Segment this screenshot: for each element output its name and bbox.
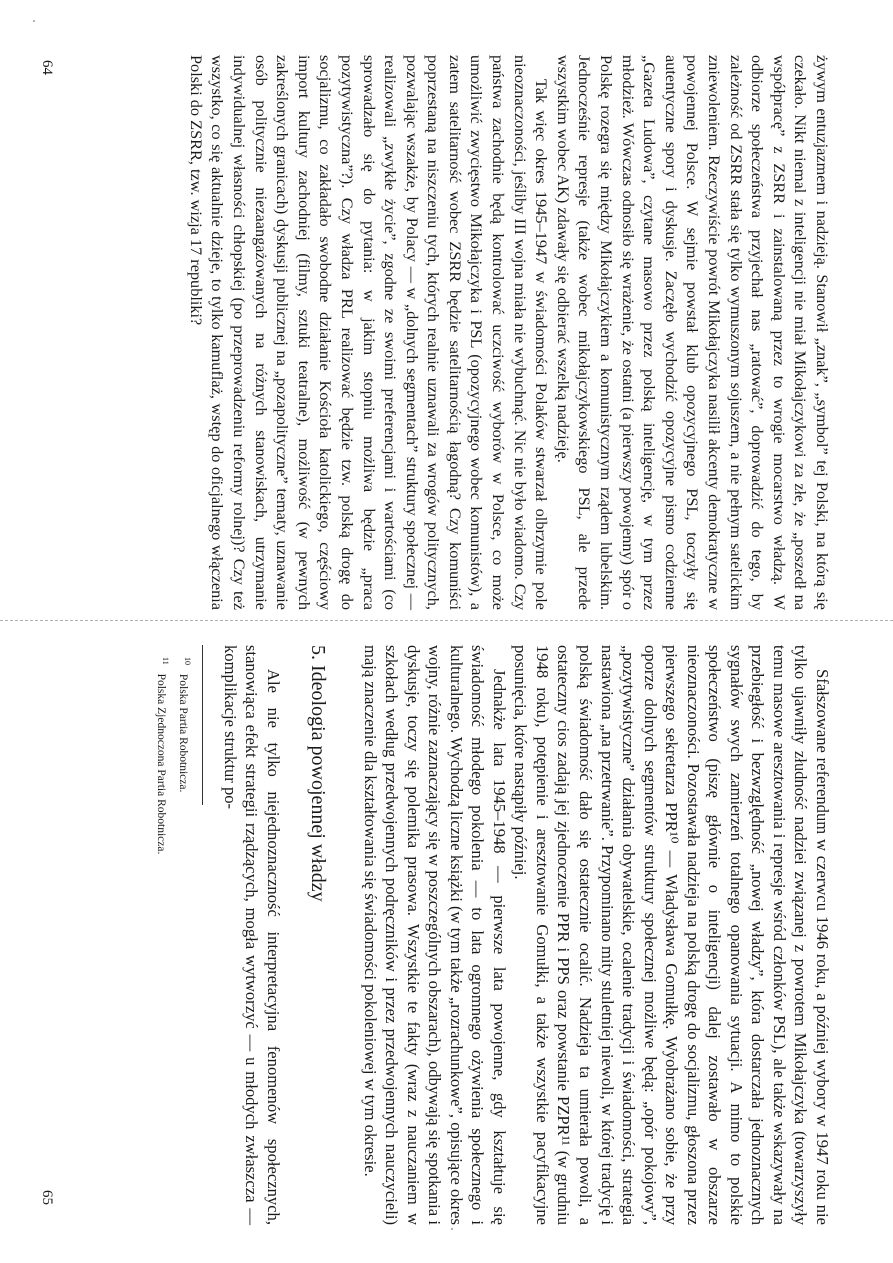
footnote-divider (202, 645, 203, 805)
section-paragraph: Ale nie tylko niejednoznaczność interpretacyjna fenomenów społecznych, stanowiąca efekt strategii rządzących, mogła wytworzyć — u młodych zwłaszcza — komplikacje struktur po- (220, 645, 283, 1225)
right-page-number: 65 (39, 1190, 55, 1205)
section-heading: 5. Ideologia powojennej władzy (306, 645, 329, 902)
right-paragraph-1: Sfałszowane referendum w czerwcu 1946 roku, a później wybory w 1947 roku nie tylko ujawniły złudność nadziei związanej z powrotem Mikołajczyka (towarzyszyły temu masowe aresztowania i represje wśród członków PSL), ale także wskazywały na przebiegłość i bezwzględność „nowej władzy”, która dostarczała jednoznacznych sygnałów swych zamierzeń totalnego opanowania sytuacji. A mimo to polskie społeczeństwo (piszę głównie o inteligencji) dalej zostawało w obszarze nieoznaczoności. Pozostawała nadzieja na polską drogę do socjalizmu, głoszona przez pierwszego sekretarza PPR¹⁰ — Władysława Gomułkę. Wyobrażano sobie, że przy oporze dolnych segmentów struktury społecznej możliwe będą: „opór pokojowy”, „pozytywistyczne” działania obywatelskie, ocalenie tradycji i świadomości, strategia nastawiona „na przetrwanie”. Przypominano mity stuletniej niewoli, w której tradycję i polską świadomość dało się ostatecznie ocalić. Nadzieja ta umierała powoli, a ostateczny cios zadają jej zjednoczenie PPR i PPS oraz powstanie PZPR¹¹ (w grudniu 1948 roku), potępienie i aresztowanie Gomułki, a także wszystkie pacyfikacyjne posunięcia, które nastąpiły później. (511, 645, 832, 1225)
left-page (185, 55, 833, 610)
scan-speck (33, 20, 35, 22)
footnote-number: 11 (161, 657, 171, 665)
footnote-number: 10 (183, 657, 193, 665)
footnote-text: Polska Partia Robotnicza. (177, 673, 190, 793)
left-page-number: 64 (39, 60, 55, 75)
right-page (153, 645, 833, 1225)
left-paragraph-2: Tak więc okres 1945–1947 w świadomości Polaków stwarzał olbrzymie pole nieoznaczoności, jeśliby III wojna miała nie wybuchnąć. Nic nie było wiadomo. Czy państwa zachodnie będą kontrolować uczciwość wyborów w Polsce, co może umożliwić zwycięstwo Mikołajczyka i PSL (opozycyjnego wobec komunistów), a zatem satelitarność wobec ZSRR będzie satelitarnością łagodną? Czy komuniści poprzestaną na niszczeniu tych, których realnie uznawali za wrogów politycznych, pozwalając wszakże, by Polacy — w „dolnych segmentach” struktury społecznej — realizowali „zwykłe życie”, zgodne ze swoimi preferencjami i wartościami (co sprowadzało się do pytania: w jakim stopniu możliwa będzie „praca pozytywistyczna”?). Czy władza PRL realizować będzie tzw. polską drogę do socjalizmu, co zakładało swobodne działanie Kościoła katolickiego, częściowy import kultury zachodniej (filmy, sztuki teatralne), możliwość (w pewnych zakreślonych granicach) dyskusji publicznej na „pozapolityczne” tematy, uznawanie osób politycznie niezaangażowanych na różnych stanowiskach, utrzymanie indywidualnej własności chłopskiej (po przeprowadzeniu reformy rolnej)? Czy też wszystko, co się aktualnie dzieje, to tylko kamuflaż, wstęp do oficjalnego włączenia Polski do ZSRR, tzw. wizja 17 republiki? (186, 55, 552, 610)
scan-speck (451, 1228, 453, 1230)
right-paragraph-2: Jednakże lata 1945–1948 — pierwsze lata powojenne, gdy kształtuje się świadomość młodego pokolenia — to lata ogromnego ożywienia społecznego i kulturalnego. Wychodzą liczne książki (w tym także „rozrachunkowe”, opisujące okres wojny, różnie zaznaczający się w poszczególnych obszarach), odbywają się spotkania i dyskusje, toczy się polemika prasowa. Wszystkie te fakty (wraz z nauczaniem w szkołach według przedwojennych podręczników i przez przedwojennych nauczycieli) mają znaczenie dla kształtowania się świadomości pokoleniowej w tym okresie. (360, 645, 509, 1225)
page-gutter (0, 620, 893, 621)
footnote-10 (175, 645, 197, 1225)
left-paragraph-1: żywym entuzjazmem i nadzieją. Stanowił „znak”, „symbol” tej Polski, na którą się czekało. Nikt niemal z inteligencji nie miał Mikołajczykowi za złe, że „poszedł na współpracę” z ZSRR i zainstalowaną przez to wrogie mocarstwo władzą. W odbiorze społeczeństwa przyjechał nas „ratować”, doprowadzić do tego, by zależność od ZSRR stała się tylko wymuszonym sojuszem, a nie pełnym satelickim zniewoleniem. Rzeczywiście powrót Mikołajczyka nasilił akcenty demokratyczne w powojennej Polsce. W sejmie powstał klub opozycyjnego PSL, toczyły się autentyczne spory i dyskusje. Zaczęło wychodzić opozycyjne pismo codzienne „Gazeta Ludowa”, czytane masowo przez polską inteligencję, w tym przez młodzież. Wówczas odnosiło się wrażenie, że ostatni (a pierwszy powojenny) spór o Polskę rozegra się między Mikołajczykiem a komunistycznym rządem lubelskim. Jednocześnie represje (także wobec mikołajczykowskiego PSL, ale przede wszystkim wobec AK) zdawały się odbierać wszelką nadzieję. (553, 55, 832, 610)
footnote-11 (153, 645, 175, 1225)
footnote-text: Polska Zjednoczona Partia Robotnicza. (155, 673, 168, 855)
